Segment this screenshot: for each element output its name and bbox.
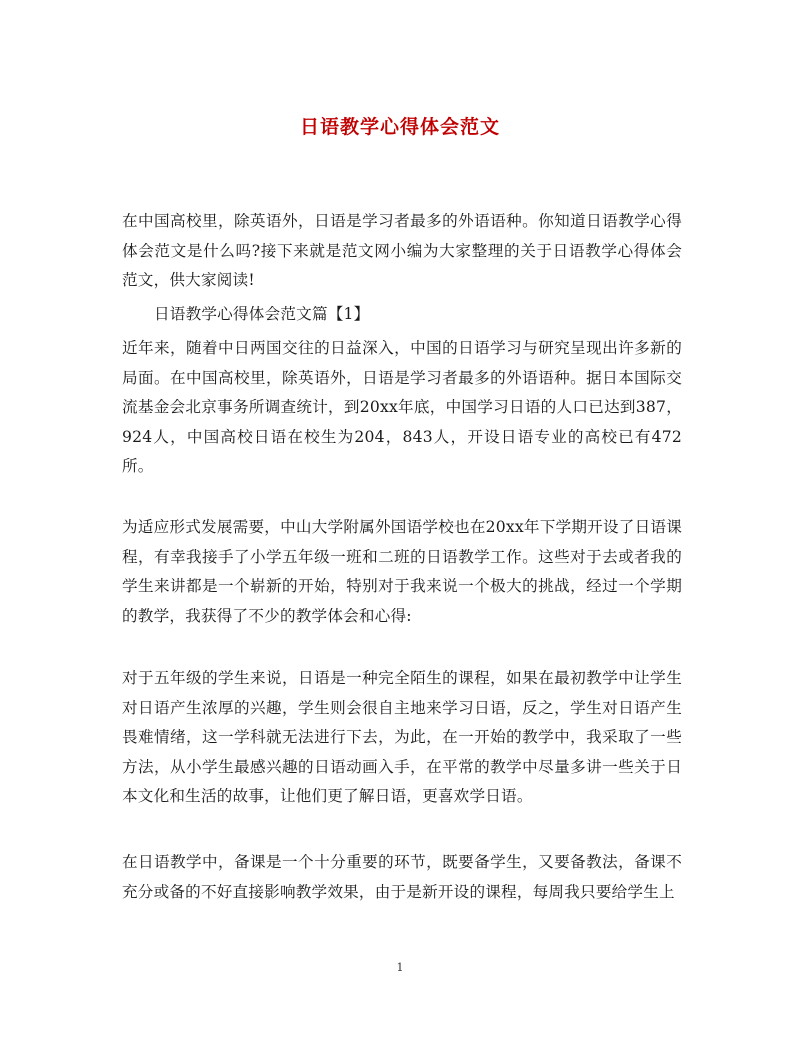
section-heading: 日语教学心得体会范文篇【1】 [154, 305, 370, 323]
page-number: 1 [396, 961, 404, 974]
body-paragraph: 对于五年级的学生来说，日语是一种完全陌生的课程，如果在最初教学中让学生对日语产生浓厚的兴趣，学生则会很自主地来学习日语，反之，学生对日语产生畏难情绪，这一学科就无法进行下去，为此，在一开始的教学中，我采取了一些方法，从小学生最感兴趣的日语动画入手，在平常的教学中尽量多讲一些关于日本文化和生活的故事，让他们更了解日语，更喜欢学日语。 [122, 669, 682, 805]
body-paragraph: 在日语教学中，备课是一个十分重要的环节，既要备学生，又要备教法，备课不充分或备的不好直接影响教学效果，由于是新开设的课程，每周我只要给学生上 [122, 853, 682, 901]
body-paragraph: 为适应形式发展需要，中山大学附属外国语学校也在20xx年下学期开设了日语课程，有幸我接手了小学五年级一班和二班的日语教学工作。这些对于去或者我的学生来讲都是一个崭新的开始，特别对于我来说一个极大的挑战，经过一个学期的教学，我获得了不少的教学体会和心得: [122, 518, 682, 625]
body-paragraph: 近年来，随着中日两国交往的日益深入，中国的日语学习与研究呈现出许多新的局面。在中国高校里，除英语外，日语是学习者最多的外语语种。据日本国际交流基金会北京事务所调查统计，到20xx年底，中国学习日语的人口已达到387，924人，中国高校日语在校生为204，843人，开设日语专业的高校已有472所。 [122, 339, 682, 475]
document-title: 日语教学心得体会范文 [299, 116, 500, 138]
intro-paragraph: 在中国高校里，除英语外，日语是学习者最多的外语语种。你知道日语教学心得体会范文是什么吗?接下来就是范文网小编为大家整理的关于日语教学心得体会范文，供大家阅读! [122, 212, 682, 289]
